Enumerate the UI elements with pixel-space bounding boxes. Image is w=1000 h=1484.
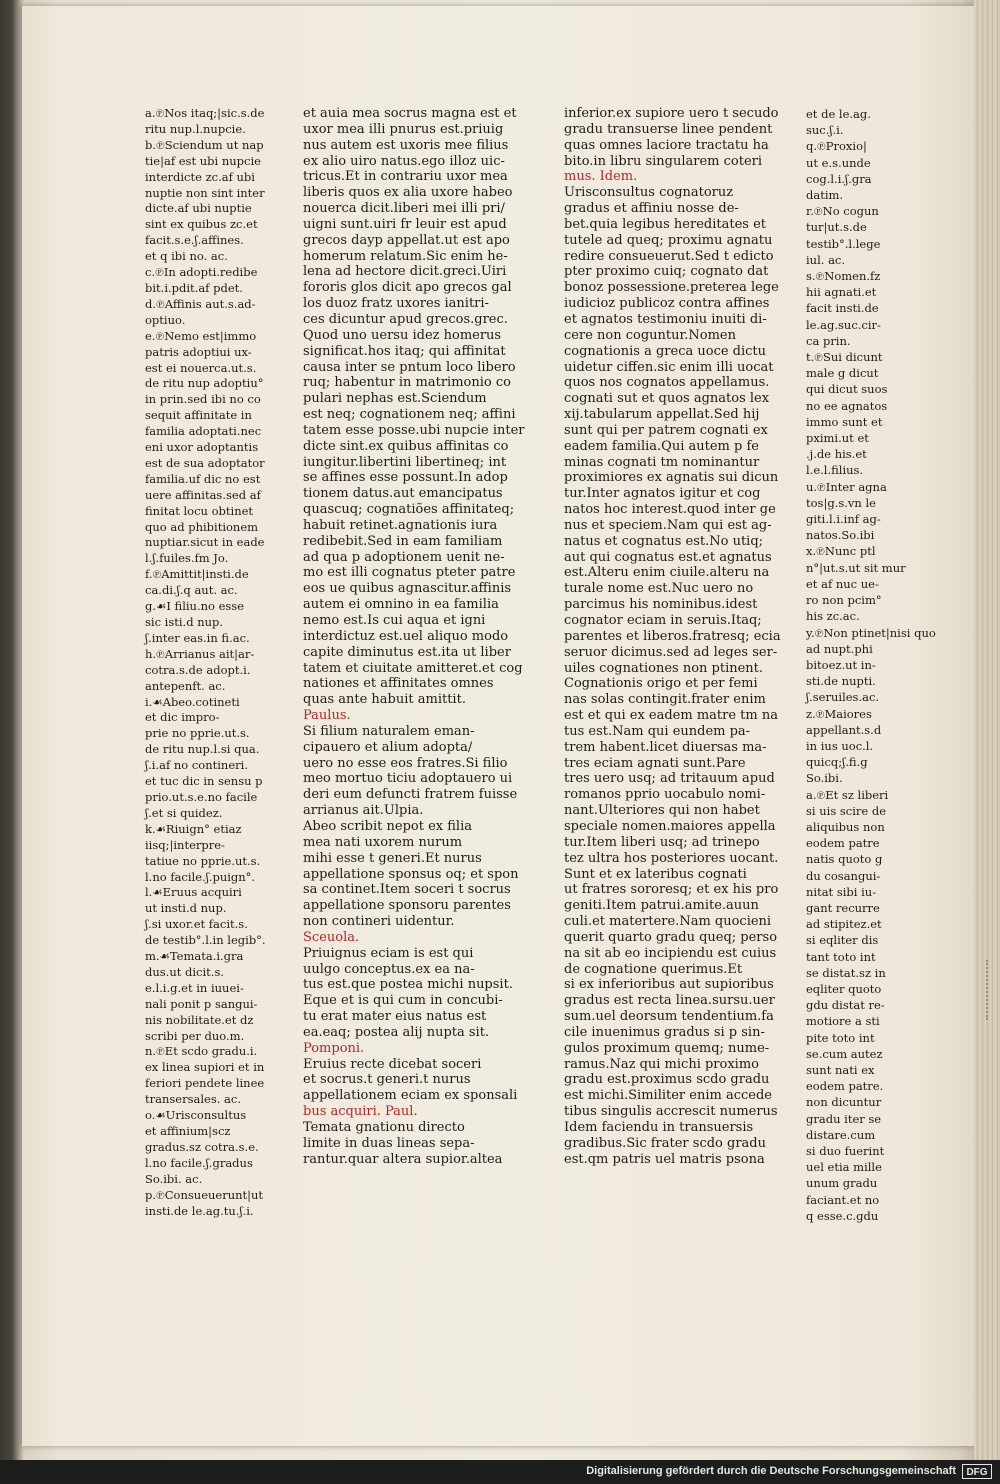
- gloss-right-line: ʃ.seruiles.ac.: [806, 690, 880, 705]
- gloss-right-line: hii agnati.et: [806, 285, 877, 300]
- main-2-line: sum.uel deorsum tendentium.fa: [564, 1009, 774, 1025]
- gloss-right-line: gant recurre: [806, 900, 880, 915]
- gloss-right-line: distare.cum: [806, 1127, 876, 1142]
- gloss-right-line: appellant.s.d: [806, 722, 882, 737]
- main-1-line: se affines esse possunt.In adop: [303, 470, 508, 486]
- main-2-line: bito.in libru singularem coteri: [564, 153, 763, 169]
- main-1-line: limite in duas lineas sepa-: [303, 1135, 475, 1151]
- gloss-left-line: de ritu nup.l.si qua.: [145, 742, 260, 757]
- gloss-right-line: motiore a sti: [806, 1014, 880, 1029]
- main-text-column-1: [303, 106, 531, 1168]
- main-1-line: appellatione sponsus oq; et spon: [303, 866, 519, 882]
- gloss-left-line: familia adoptati.nec: [145, 424, 262, 439]
- main-2-line: cognationis a greca uoce dictu: [564, 343, 767, 359]
- gloss-left-line: dus.ut dicit.s.: [145, 964, 225, 979]
- gloss-left-line: nali ponit p sangui-: [145, 996, 258, 1011]
- gloss-left-line: ritu nup.l.nupcie.: [145, 121, 246, 136]
- digitization-footer: [0, 1460, 1000, 1484]
- gloss-right-line: eodem patre.: [806, 1079, 884, 1094]
- main-1-line: iungitur.libertini libertineq; int: [303, 454, 507, 470]
- gloss-right-line: iul. ac.: [806, 252, 846, 267]
- main-2-line: proximiores ex agnatis sui dicun: [564, 470, 779, 486]
- gloss-right-line: non dicuntur: [806, 1095, 882, 1110]
- gloss-right-line: So.ibi.: [806, 771, 843, 786]
- main-2-line: inferior.ex supiore uero t secudo: [564, 106, 779, 121]
- main-1-line: Priuignus eciam is est qui: [303, 945, 474, 961]
- gloss-left-line: nis nobilitate.et dz: [145, 1012, 254, 1027]
- gloss-right-line: natos.So.ibi: [806, 528, 875, 543]
- main-1-line: quas ante habuit amittit.: [303, 692, 466, 708]
- gloss-left-line: l.no facile.ʃ.gradus: [145, 1155, 253, 1170]
- main-2-line: est et qui ex eadem matre tm na: [564, 708, 778, 724]
- main-2-line: cognator eciam in seruis.Itaq;: [564, 613, 762, 628]
- gloss-right-line: r.℗No cogun: [806, 204, 879, 219]
- main-1-line: eos ue quibus agnascitur.affinis: [303, 581, 512, 597]
- gloss-left-line: facit.s.e.ʃ.affines.: [145, 233, 244, 248]
- dfg-logo: DFG: [962, 1464, 992, 1479]
- main-2-line: romanos pprio uocabulo nomi-: [564, 787, 766, 803]
- main-2-line: geniti.Item patrui.amite.auun: [564, 898, 759, 914]
- main-2-line: bet.quia legibus hereditates et: [564, 216, 767, 232]
- main-2-line: redire consueuerut.Sed t edicto: [564, 248, 774, 264]
- gloss-right-line: si eqliter dis: [806, 933, 879, 948]
- gloss-right-line: gdu distat re-: [806, 998, 885, 1013]
- gloss-right-line: male g dicut: [806, 366, 879, 381]
- main-2-line: parentes et liberos.fratresq; ecia: [564, 628, 781, 644]
- main-2-line: turale nome est.Nuc uero no: [564, 581, 754, 597]
- main-1-line: dicte sint.ex quibus affinitas co: [303, 438, 509, 454]
- gloss-left-line: iisq;|interpre-: [145, 837, 225, 852]
- gloss-left-line: sint ex quibus zc.et: [145, 217, 258, 232]
- gloss-left-line: patris adoptiui ux-: [145, 344, 252, 359]
- main-1-line: interdictuz est.uel aliquo modo: [303, 628, 509, 644]
- main-1-line: pulari nephas est.Sciendum: [303, 391, 487, 407]
- gloss-left-line: finitat locu obtinet: [145, 503, 254, 518]
- main-2-line: parcimus his nominibus.idest: [564, 597, 758, 613]
- gloss-right-line: datim.: [806, 188, 844, 203]
- gloss-right-line: n°|ut.s.ut sit mur: [806, 560, 906, 575]
- main-1-line: mo est illi cognatus pteter patre: [303, 565, 516, 581]
- main-1-line: deri eum defuncti fratrem fuisse: [303, 787, 518, 803]
- gloss-left-line: ca.di.ʃ.q aut. ac.: [145, 583, 238, 598]
- main-2-line: natus et cognatus est.No utiq;: [564, 533, 764, 549]
- gloss-left-line: antepenft. ac.: [145, 678, 226, 693]
- gloss-left-line: et q ibi no. ac.: [145, 249, 228, 264]
- gloss-right-line: et af nuc ue-: [806, 576, 879, 591]
- gloss-left-line: familia.uf dic no est: [145, 471, 261, 486]
- main-1-line: tus est.que postea michi nupsit.: [303, 977, 513, 993]
- gloss-left-line: a.℗Nos itaq;|sic.s.de: [145, 106, 265, 120]
- main-1-line: ces dicuntur apud grecos.grec.: [303, 311, 508, 327]
- main-2-line: est.Alteru enim ciuile.alteru na: [564, 565, 770, 581]
- gloss-left-line: est de sua adoptator: [145, 455, 265, 470]
- gloss-left-line: b.℗Sciendum ut nap: [145, 137, 264, 152]
- gloss-left-line: scribi per duo.m.: [145, 1028, 245, 1043]
- gloss-left-line: ʃ.inter eas.in fi.ac.: [145, 630, 250, 645]
- main-1-line: Temata gnationu directo: [303, 1120, 465, 1135]
- main-1-line: arrianus ait.Ulpia.: [303, 803, 424, 819]
- main-1-line: rantur.quar altera supior.altea: [303, 1151, 503, 1167]
- gloss-right-line: sunt nati ex: [806, 1062, 875, 1077]
- main-2-line: quos nos cognatos appellamus.: [564, 375, 770, 391]
- main-1-line: causa inter se pntum loco libero: [303, 359, 516, 375]
- main-1-line: non contineri uidentur.: [303, 914, 455, 930]
- gloss-right-line: nitat sibi iu-: [806, 884, 877, 899]
- main-1-line: tricus.Et in contrariu uxor mea: [303, 169, 508, 185]
- gloss-right-line: suc.ʃ.i.: [806, 123, 844, 138]
- main-2-line: de cognatione querimus.Et: [564, 961, 743, 977]
- main-1-line: ea.eaq; postea alij nupta sit.: [303, 1024, 490, 1040]
- main-1-line: habuit retinet.agnationis iura: [303, 517, 498, 533]
- gloss-left-line: c.℗In adopti.redibe: [145, 265, 258, 280]
- main-1-line: autem ei omnino in ea familia: [303, 597, 499, 613]
- gloss-left-line: transersales. ac.: [145, 1092, 241, 1107]
- gloss-right-line: tos|g.s.vn le: [806, 495, 876, 510]
- main-2-line: ut fratres sororesq; et ex his pro: [564, 882, 779, 898]
- gloss-left-line: quo ad phibitionem: [145, 519, 259, 534]
- main-1-line: sa continet.Item soceri t socrus: [303, 882, 511, 898]
- main-2-line: tres uero usq; ad tritauum apud: [564, 771, 775, 787]
- gloss-right-line: his zc.ac.: [806, 609, 860, 624]
- gloss-left-line: i.☙Abeo.cotineti: [145, 694, 240, 709]
- gloss-right-line: eodem patre: [806, 836, 880, 851]
- main-1-line: Pomponi.: [303, 1040, 365, 1056]
- main-2-line: cere non coguntur.Nomen: [564, 327, 737, 343]
- page-edges: [974, 0, 1000, 1460]
- main-1-line: cipauero et alium adopta/: [303, 739, 473, 755]
- gloss-left-line: p.℗Consueuerunt|ut: [145, 1187, 264, 1202]
- gloss-right-line: q.℗Proxio|: [806, 139, 867, 154]
- main-1-line: Quod uno uersu idez homerus: [303, 327, 502, 343]
- main-2-line: iudicioz publicoz contra affines: [564, 296, 770, 312]
- main-2-line: trem habent.licet diuersas ma-: [564, 739, 767, 755]
- main-1-line: homerum relatum.Sic enim he-: [303, 248, 508, 264]
- main-text-column-2: [564, 106, 781, 1168]
- main-1-line: meo mortuo ticiu adoptauero ui: [303, 771, 513, 787]
- gloss-left-line: ut insti.d nup.: [145, 901, 227, 916]
- footer-credit: Digitalisierung gefördert durch die Deutsche Forschungsgemeinschaft: [586, 1465, 956, 1477]
- gloss-right-line: aliquibus non: [806, 819, 885, 834]
- main-1-line: appellationem eciam ex sponsali: [303, 1088, 518, 1104]
- main-1-line: quascuq; cognatiões affinitateq;: [303, 502, 515, 518]
- main-1-line: ad qua p adoptionem uenit ne-: [303, 549, 505, 565]
- main-2-line: uidetur ciffen.sic enim illi uocat: [564, 359, 774, 375]
- gloss-right-line: q esse.c.gdu: [806, 1208, 879, 1223]
- main-2-line: bonoz possessione.preterea lege: [564, 280, 779, 296]
- gloss-left-line: m.☙Temata.i.gra: [145, 949, 244, 964]
- gloss-left-column: [145, 106, 287, 1219]
- gloss-left-line: prie no pprie.ut.s.: [145, 726, 250, 741]
- gloss-left-line: et dic impro-: [145, 710, 220, 725]
- main-2-line: tutele ad queq; proximu agnatu: [564, 232, 773, 248]
- gloss-left-line: ʃ.i.af no contineri.: [145, 758, 248, 773]
- main-1-line: nemo est.Is cui aqua et igni: [303, 613, 486, 628]
- gloss-right-line: quicq;ʃ.fi.g: [806, 755, 868, 770]
- main-2-line: Sunt et ex lateribus cognati: [564, 866, 747, 882]
- gloss-right-line: a.℗Et sz liberi: [806, 787, 889, 802]
- gloss-right-line: se.cum autez: [806, 1046, 883, 1061]
- gloss-left-line: eni uxor adoptantis: [145, 440, 259, 455]
- main-2-line: nant.Ulteriores qui non habet: [564, 803, 760, 819]
- main-1-line: uxor mea illi pnurus est.priuig: [303, 121, 504, 137]
- main-2-line: sunt qui per patrem cognati ex: [564, 422, 768, 438]
- main-2-line: tez ultra hos posteriores uocant.: [564, 850, 779, 866]
- main-2-line: tibus singulis accrescit numerus: [564, 1104, 778, 1120]
- gloss-right-line: sti.de nupti.: [806, 674, 876, 689]
- main-1-line: est neq; cognationem neq; affini: [303, 407, 516, 423]
- main-2-line: est.qm patris uel matris psona: [564, 1151, 765, 1167]
- gloss-left-line: est ei nouerca.ut.s.: [145, 360, 257, 375]
- main-2-line: uiles cognationes non ptinent.: [564, 660, 764, 676]
- main-2-line: Cognationis origo et per femi: [564, 676, 758, 692]
- main-1-line: ex alio uiro natus.ego illoz uic-: [303, 153, 505, 169]
- gloss-right-line: x.℗Nunc ptl: [806, 544, 876, 559]
- gloss-right-line: u.℗Inter agna: [806, 479, 887, 494]
- gloss-left-line: ʃ.et si quidez.: [145, 805, 223, 820]
- gloss-left-line: sic isti.d nup.: [145, 615, 224, 629]
- main-1-line: tatem esse posse.ubi nupcie inter: [303, 422, 525, 438]
- gloss-left-line: tie|af est ubi nupcie: [145, 153, 261, 168]
- main-2-line: tur.Inter agnatos igitur et cog: [564, 486, 761, 502]
- gloss-left-line: ex linea supiori et in: [145, 1060, 265, 1075]
- gloss-left-line: prio.ut.s.e.no facile: [145, 789, 258, 804]
- gloss-left-line: ʃ.si uxor.et facit.s.: [145, 917, 248, 932]
- gloss-right-line: pximi.ut et: [806, 431, 869, 446]
- gloss-right-line: qui dicut suos: [806, 382, 888, 397]
- gloss-left-line: o.☙Urisconsultus: [145, 1108, 247, 1123]
- gloss-right-line: si duo fuerint: [806, 1144, 885, 1158]
- gloss-right-line: z.℗Maiores: [806, 706, 872, 721]
- gloss-left-line: interdicte zc.af ubi: [145, 169, 255, 184]
- main-2-line: querit quarto gradu queq; perso: [564, 929, 778, 945]
- gloss-right-line: facit insti.de: [806, 301, 879, 316]
- gloss-right-line: no ee agnatos: [806, 398, 888, 413]
- main-1-line: ruq; habentur in matrimonio co: [303, 375, 511, 391]
- gloss-left-line: g.☙I filiu.no esse: [145, 599, 245, 614]
- main-1-line: uigni sunt.uiri fr leuir est apud: [303, 216, 507, 232]
- main-1-line: et auia mea socrus magna est et: [303, 106, 517, 121]
- gloss-right-line: uel etia mille: [806, 1160, 882, 1175]
- main-1-line: Sceuola.: [303, 929, 360, 945]
- gloss-left-line: e.l.i.g.et in iuuei-: [145, 980, 244, 995]
- main-1-line: Paulus.: [303, 708, 351, 724]
- main-1-line: capite diminutus est.ita ut liber: [303, 644, 511, 660]
- main-2-line: xij.tabularum appellat.Sed hij: [564, 407, 760, 423]
- main-1-line: fororis glos dicit apo grecos gal: [303, 280, 512, 296]
- main-2-line: tres eciam agnati sunt.Pare: [564, 755, 746, 771]
- main-2-line: na sit ab eo incipiendu est cuius: [564, 945, 777, 961]
- main-1-line: mihi esse t generi.Et nurus: [303, 850, 482, 866]
- main-2-line: aut qui cognatus est.et agnatus: [564, 549, 772, 565]
- main-1-line: los duoz fratz uxores ianitri-: [303, 296, 489, 312]
- main-2-line: nus et speciem.Nam qui est ag-: [564, 517, 772, 533]
- main-2-line: gradibus.Sic frater scdo gradu: [564, 1135, 766, 1151]
- gloss-left-line: n.℗Et scdo gradu.i.: [145, 1044, 258, 1059]
- gloss-left-line: de testib°.l.in legib°.: [145, 933, 266, 948]
- gloss-right-line: du cosangui-: [806, 868, 881, 883]
- main-1-line: nationes et affinitates omnes: [303, 676, 494, 692]
- gloss-right-line: in ius uoc.l.: [806, 738, 874, 753]
- main-2-line: Idem faciendu in transuersis: [564, 1120, 754, 1135]
- main-2-line: natos hoc interest.quod inter ge: [564, 502, 776, 518]
- main-1-line: Eque et is qui cum in concubi-: [303, 993, 503, 1009]
- main-1-line: tu erat mater eius natus est: [303, 1009, 487, 1025]
- main-2-line: eadem familia.Qui autem p fe: [564, 438, 759, 454]
- gloss-right-column: [806, 106, 936, 1224]
- gloss-left-line: l.no facile.ʃ.puign°.: [145, 869, 256, 884]
- main-1-line: Eruius recte dicebat soceri: [303, 1056, 482, 1072]
- main-2-line: nas solas contingit.frater enim: [564, 692, 766, 708]
- gloss-left-line: de ritu nup adoptiu°: [145, 376, 264, 391]
- gloss-right-line: .j.de his.et: [806, 447, 867, 462]
- gloss-right-line: tant toto int: [806, 949, 876, 964]
- gloss-right-line: y.℗Non ptinet|nisi quo: [806, 625, 936, 640]
- main-2-line: mus. Idem.: [564, 169, 638, 185]
- main-2-line: gulos proximum quemq; nume-: [564, 1040, 770, 1056]
- main-1-line: grecos dayp appellat.ut est apo: [303, 232, 510, 248]
- gloss-left-line: e.℗Nemo est|immo: [145, 328, 257, 343]
- gloss-right-line: unum gradu: [806, 1176, 878, 1191]
- gloss-right-line: cog.l.i.ʃ.gra: [806, 171, 872, 186]
- gloss-right-line: et de le.ag.: [806, 107, 871, 121]
- gloss-left-line: k.☙Riuign° etiaz: [145, 821, 242, 836]
- gloss-left-line: sequit affinitate in: [145, 408, 252, 423]
- main-2-line: et agnatos testimoniu inuiti di-: [564, 311, 767, 327]
- gloss-right-line: ca prin.: [806, 333, 851, 348]
- main-1-line: uero no esse eos fratres.Si filio: [303, 755, 508, 771]
- gloss-left-line: nuptie non sint inter: [145, 185, 265, 200]
- main-1-line: tatem et ciuitate amitteret.et cog: [303, 660, 523, 676]
- gloss-right-line: si uis scire de: [806, 803, 887, 818]
- gloss-left-line: et tuc dic in sensu p: [145, 774, 263, 789]
- gloss-left-line: dicte.af ubi nuptie: [145, 201, 252, 216]
- main-1-line: redibebit.Sed in eam familiam: [303, 533, 503, 549]
- main-2-line: cile inuenimus gradus si p sin-: [564, 1024, 765, 1040]
- main-2-line: speciale nomen.maiores appella: [564, 818, 776, 834]
- gloss-right-line: l.e.l.filius.: [806, 463, 864, 478]
- main-1-line: Abeo scribit nepot ex filia: [303, 818, 472, 834]
- gloss-left-line: bit.i.pdit.af pdet.: [145, 280, 243, 295]
- gloss-right-line: giti.l.i.inf ag-: [806, 512, 881, 527]
- gloss-left-line: f.℗Amittit|insti.de: [145, 567, 249, 582]
- main-1-line: Si filium naturalem eman-: [303, 723, 475, 739]
- main-2-line: minas cognati tm nominantur: [564, 454, 760, 470]
- gloss-left-line: d.℗Affinis aut.s.ad-: [145, 296, 256, 311]
- gloss-left-line: l.☙Eruus acquiri: [145, 885, 242, 900]
- main-1-line: nus autem est uxoris mee filius: [303, 137, 509, 153]
- main-1-line: tionem datus.aut emancipatus: [303, 486, 503, 502]
- main-1-line: liberis quos ex alia uxore habeo: [303, 185, 513, 201]
- main-2-line: gradu transuerse linee pendent: [564, 121, 773, 137]
- main-1-line: nouerca dicit.liberi mei illi pri/: [303, 201, 505, 217]
- gloss-left-line: So.ibi. ac.: [145, 1171, 203, 1186]
- gloss-right-line: natis quoto g: [806, 852, 883, 867]
- main-2-line: si ex inferioribus aut supioribus: [564, 977, 774, 993]
- gloss-left-line: feriori pendete linee: [145, 1076, 265, 1091]
- main-2-line: tur.Item liberi usq; ad trinepo: [564, 834, 760, 850]
- main-2-line: gradu est.proximus scdo gradu: [564, 1072, 770, 1088]
- main-2-line: quas omnes laciore tractatu ha: [564, 137, 769, 153]
- gutter-marks: [986, 960, 998, 1020]
- gloss-right-line: testib°.l.lege: [806, 236, 881, 251]
- gloss-right-line: ut e.s.unde: [806, 155, 871, 170]
- gloss-left-line: cotra.s.de adopt.i.: [145, 662, 251, 677]
- gloss-right-line: t.℗Sui dicunt: [806, 350, 883, 365]
- gloss-left-line: gradus.sz cotra.s.e.: [145, 1139, 259, 1154]
- gloss-right-line: ad stipitez.et: [806, 917, 882, 932]
- gloss-left-line: l.ʃ.fuiles.fm Jo.: [145, 551, 229, 566]
- main-2-line: cognati sut et quos agnatos lex: [564, 391, 770, 407]
- main-1-line: bus acquiri. Paul.: [303, 1104, 418, 1120]
- gloss-right-line: immo sunt et: [806, 414, 883, 429]
- main-1-line: mea nati uxorem nurum: [303, 834, 463, 850]
- main-2-line: seruor dicimus.sed ad leges ser-: [564, 644, 778, 660]
- main-1-line: appellatione sponsoru parentes: [303, 898, 511, 914]
- gloss-right-line: se distat.sz in: [806, 965, 886, 980]
- main-2-line: gradus est recta linea.sursu.uer: [564, 993, 775, 1009]
- gloss-right-line: faciant.et no: [806, 1192, 880, 1207]
- gloss-right-line: ad nupt.phi: [806, 641, 873, 656]
- gloss-right-line: s.℗Nomen.fz: [806, 269, 881, 284]
- gloss-left-line: et affinium|scz: [145, 1124, 231, 1138]
- gloss-right-line: pite toto int: [806, 1030, 875, 1045]
- gloss-right-line: tur|ut.s.de: [806, 220, 867, 235]
- gloss-right-line: le.ag.suc.cir-: [806, 317, 881, 332]
- main-1-line: uulgo conceptus.ex ea na-: [303, 961, 475, 977]
- main-1-line: lena ad hectore dicit.greci.Uiri: [303, 264, 507, 280]
- main-2-line: ramus.Naz qui michi proximo: [564, 1056, 759, 1072]
- gloss-right-line: eqliter quoto: [806, 981, 882, 996]
- gloss-left-line: in prin.sed ibi no co: [145, 392, 261, 407]
- gloss-right-line: bitoez.ut in-: [806, 657, 876, 672]
- main-2-line: gradus et affiniu nosse de-: [564, 201, 739, 217]
- main-2-line: culi.et matertere.Nam quocieni: [564, 914, 772, 930]
- gloss-left-line: tatiue no pprie.ut.s.: [145, 853, 261, 868]
- gloss-left-line: nuptiar.sicut in eade: [145, 535, 265, 550]
- gloss-right-line: gradu iter se: [806, 1111, 882, 1126]
- gloss-left-line: uere affinitas.sed af: [145, 487, 261, 502]
- main-2-line: pter proximo cuiq; cognato dat: [564, 264, 769, 280]
- gloss-left-line: h.℗Arrianus ait|ar-: [145, 646, 255, 661]
- main-1-line: significat.hos itaq; qui affinitat: [303, 343, 506, 359]
- main-2-line: tus est.Nam qui eundem pa-: [564, 723, 751, 739]
- main-2-line: Urisconsultus cognatoruz: [564, 185, 734, 201]
- gloss-left-line: insti.de le.ag.tu.ʃ.i.: [145, 1203, 254, 1218]
- gloss-right-line: ro non pcim°: [806, 593, 882, 608]
- main-2-line: est michi.Similiter enim accede: [564, 1088, 772, 1104]
- main-1-line: et socrus.t generi.t nurus: [303, 1072, 471, 1088]
- gloss-left-line: optiuo.: [145, 312, 186, 327]
